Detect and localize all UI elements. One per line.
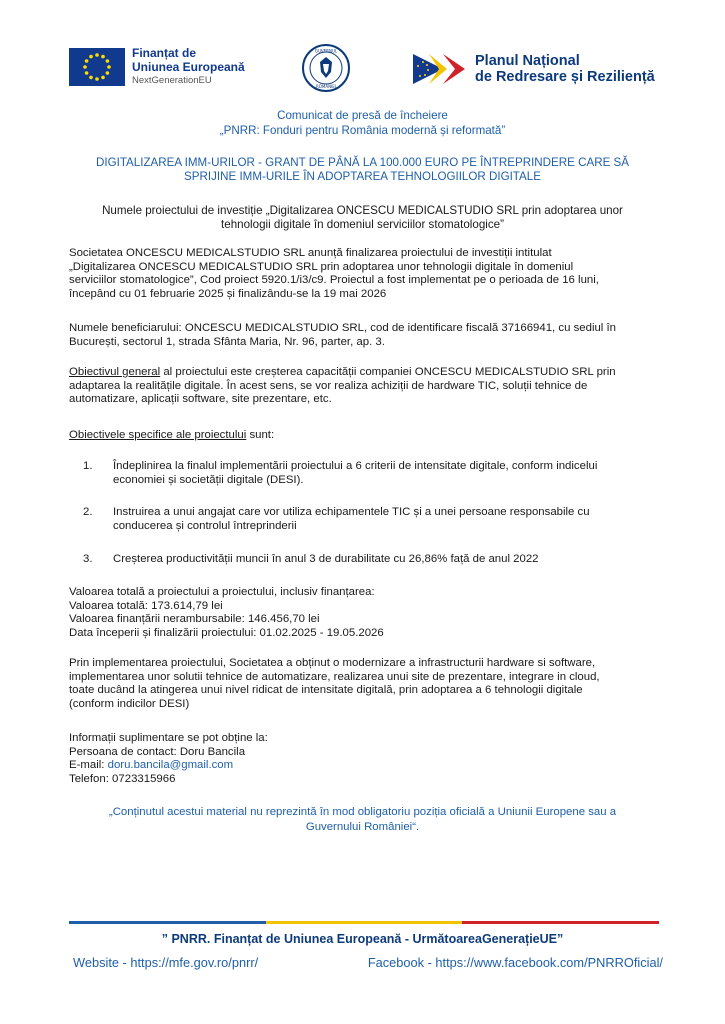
contact-person: Persoana de contact: Doru Bancila — [69, 745, 246, 758]
eu-logo — [69, 46, 245, 88]
intro-line: „Digitalizarea ONCESCU MEDICALSTUDIO SRL prin adoptarea unor tehnologii digitale în domeniul — [69, 260, 574, 273]
email-label: E-mail: — [69, 759, 108, 772]
financials-line: Valoarea finanțării nerambursabile: 146.456,70 lei — [69, 613, 320, 626]
footer-links — [73, 955, 663, 970]
intro-line: începând cu 01 februarie 2025 și finalizându-se la 19 mai 2026 — [69, 287, 387, 300]
specific-objectives-heading — [69, 429, 659, 443]
headline-line2: SPRIJINE IMM-URILE ÎN ADOPTAREA TEHNOLOGIILOR DIGITALE — [184, 170, 541, 183]
list-item-text: Creșterea productivității muncii în anul 3 de durabilitate cu 26,86% față de anul 2022 — [113, 553, 539, 565]
list-item-number: 3. — [83, 553, 93, 565]
beneficiary-line: Numele beneficiarului: ONCESCU MEDICALSTUDIO SRL, cod de identificare fiscală 37166941, cu sediul în — [69, 322, 617, 334]
pnrr-logo-line1: Planul Național — [475, 53, 580, 69]
results-line: Prin implementarea proiectului, Societatea a obținut o modernizare a infrastructurii hardware si software, — [69, 657, 596, 669]
general-objective-label: Obiectivul general — [69, 366, 161, 378]
facebook-link[interactable]: Facebook - https://www.facebook.com/PNRROficial/ — [367, 955, 663, 970]
specific-objectives-suffix: sunt: — [246, 429, 275, 441]
financials-line: Valoarea totală a proiectului a proiectului, inclusiv finanțarea: — [69, 586, 375, 598]
results-line: implementarea unor solutii tehnice de automatizare, realizarea unui site de prezentare, integrare in cloud, — [69, 670, 600, 683]
press-release-subtitle: „PNRR: Fonduri pentru România modernă și reformată” — [219, 124, 506, 137]
list-item — [83, 460, 643, 487]
contact-block — [69, 732, 659, 786]
list-item-text: conducerea și controlul întreprinderii — [113, 519, 297, 532]
footer-tricolor-rule — [69, 921, 659, 924]
contact-phone: Telefon: 0723315966 — [69, 772, 176, 785]
specific-objectives-label: Obiectivele specifice ale proiectului — [69, 429, 247, 441]
beneficiary-paragraph — [69, 322, 659, 349]
list-item-text: Îndeplinirea la finalul implementării proiectului a 6 criterii de intensitate digitale, conform indicelui — [113, 460, 598, 472]
eu-logo-line3: NextGenerationEU — [132, 75, 212, 86]
list-item-text: Instruirea a unui angajat care vor utiliza echipamentele TIC și a unei persoane responsabile cu — [113, 506, 590, 518]
list-item-number: 1. — [83, 460, 93, 472]
eu-logo-line1: Finanțat de — [132, 46, 197, 60]
pnrr-logo — [413, 51, 655, 87]
press-release-title: Comunicat de presă de încheiere — [277, 109, 448, 122]
email-link[interactable]: doru.bancila@gmail.com — [107, 759, 234, 772]
disclaimer-line2: Guvernului României“. — [305, 821, 420, 833]
eu-flag-icon — [69, 48, 125, 86]
project-name-line1: Numele proiectului de investiție „Digitalizarea ONCESCU MEDICALSTUDIO SRL prin adoptarea unor — [102, 204, 623, 217]
list-item — [83, 506, 643, 533]
svg-text:GUVERNUL: GUVERNUL — [314, 48, 338, 54]
svg-text:ROMÂNIEI: ROMÂNIEI — [316, 84, 336, 89]
general-objective-line: adaptarea la realitățile digitale. În acest sens, se vor realiza achiziții de hardware TIC, soluții tehnice de — [69, 379, 588, 392]
results-line: toate ducând la atingerea unui nivel ridicat de intensitate digitală, prin adoptarea a 6 tehnologii digitale — [69, 684, 583, 697]
pnrr-logo-line2: de Redresare și Reziliență — [475, 69, 655, 85]
project-name-line2: tehnologii digitale în domeniul serviciilor stomatologice” — [221, 218, 504, 231]
intro-paragraph — [69, 247, 659, 301]
list-item-number: 2. — [83, 506, 93, 518]
headline-line1: DIGITALIZAREA IMM-URILOR - GRANT DE PÂNĂ LA 100.000 EURO PE ÎNTREPRINDERE CARE SĂ — [95, 156, 629, 169]
website-link[interactable]: Website - https://mfe.gov.ro/pnrr/ — [73, 955, 259, 970]
results-paragraph — [69, 657, 659, 711]
general-objective-text: al proiectului este creșterea capacității companiei ONCESCU MEDICALSTUDIO SRL prin — [160, 366, 616, 378]
eu-logo-line2: Uniunea Europeană — [132, 60, 245, 74]
list-item — [83, 553, 643, 567]
financials-block — [69, 586, 659, 640]
disclaimer-line1: „Conținutul acestui material nu reprezintă în mod obligatoriu poziția oficială a Uniunii Europene sau a — [108, 806, 617, 818]
intro-line: Societatea ONCESCU MEDICALSTUDIO SRL anunță finalizarea proiectului de investiții intitulat — [69, 247, 552, 259]
guvernul-romaniei-seal-icon — [302, 44, 350, 92]
contact-intro: Informații suplimentare se pot obține la: — [69, 732, 268, 744]
financials-line: Data începerii și finalizării proiectului: 01.02.2025 - 19.05.2026 — [69, 626, 384, 639]
footer-tagline: ” PNRR. Finanțat de Uniunea Europeană - UrmătoareaGenerațieUE” — [161, 932, 564, 946]
general-objective-line: automatizare, aplicații software, site prezentare, etc. — [69, 393, 332, 406]
list-item-text: economiei și societății digitale (DESI). — [113, 473, 304, 486]
results-line: (conform indicilor DESI) — [69, 697, 190, 710]
general-objective-paragraph — [69, 366, 659, 407]
pnrr-mark-icon — [413, 51, 471, 87]
financials-line: Valoarea totală: 173.614,79 lei — [69, 599, 223, 612]
beneficiary-line: București, sectorul 1, strada Sfânta Maria, Nr. 96, parter, ap. 3. — [69, 335, 385, 348]
intro-line: serviciilor stomatologice”, Cod proiect 5920.1/i3/c9. Proiectul a fost implementat pe o perioada de 16 luni, — [69, 274, 599, 287]
